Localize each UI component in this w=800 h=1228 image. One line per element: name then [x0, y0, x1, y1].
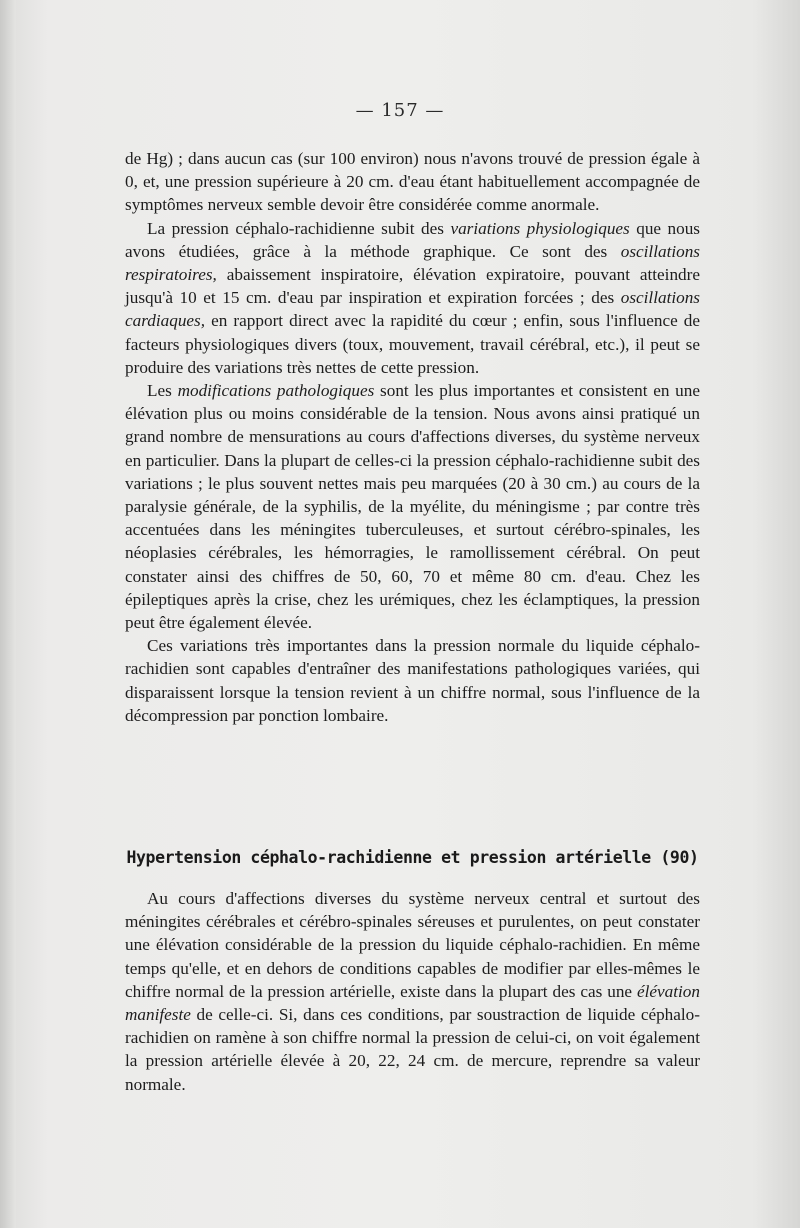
emphasis-oscillations-cardiaques: oscillations cardiaques,: [125, 288, 700, 331]
paragraph-4: Ces variations très importantes dans la pression normale du liquide céphalo-rachidien sont capables d'entraîner des manifestations pathologiques variées, qui disparaissent lorsque la tension revient à un chiffre normal, sous l'influence de la décompression par ponction lombaire.: [125, 636, 700, 725]
paragraph-3-text-a: Les: [147, 381, 178, 401]
emphasis-oscillations-respiratoires: oscillations respiratoires,: [125, 241, 700, 285]
paragraph-5-text-a: Au cours d'affections diverses du système nerveux central et surtout des méningites cérébrales et cérébro-spinales séreuses et purulentes, on peut constater une élévation considérable de la pression du liquide céphalo-rachidien. En même temps qu'elle, et en dehors de conditions capables de modifier par elles-mêmes le chiffre normal de la pression artérielle, existe dans la plupart des cas une: [125, 889, 700, 1001]
section-heading: Hypertension céphalo-rachidienne et pression artérielle (90): [126, 848, 699, 867]
emphasis-variations-physiologiques: variations physiologiques: [450, 218, 630, 238]
emphasis-elevation-manifeste: élévation manifeste: [125, 981, 700, 1025]
emphasis-modifications-pathologiques: modifications pathologiques: [177, 381, 375, 401]
page-edge-shadow: [0, 0, 16, 1228]
paragraph-2-text-d: en rapport direct avec la rapidité du cœur ; enfin, sous l'influence de facteurs physiologiques divers (toux, mouvement, travail cérébral, etc.), il peut se produire des variations très nettes de cette pression.: [125, 311, 700, 377]
body-text-lower: [125, 887, 700, 1096]
paragraph-3-text-b: sont les plus importantes et consistent en une élévation plus ou moins considérable de la tension. Nous avons ainsi pratiqué un grand nombre de mensurations au cours d'affections diverses, du système nerveux en particulier. Dans la plupart de celles-ci la pression céphalo-rachidienne subit des variations ; le plus souvent nettes mais peu marquées (20 à 30 cm.) au cours de la paralysie générale, de la syphilis, de la myélite, du méningisme ; par contre très accentuées dans les méningites tuberculeuses, et surtout cérébro-spinales, les néoplasies cérébrales, les hémorragies, le ramollissement cérébral. On peut constater ainsi des chiffres de 50, 60, 70 et même 80 cm. d'eau. Chez les épileptiques après la crise, chez les urémiques, chez les éclamptiques, la pression peut être également élevée.: [125, 381, 700, 633]
body-text-upper: [125, 147, 700, 727]
paragraph-2: [125, 217, 700, 379]
paragraph-5: [125, 887, 700, 1096]
page-number: — 157 —: [355, 100, 445, 121]
paragraph-2-text-c: abaissement inspiratoire, élévation expiratoire, pouvant atteindre jusqu'à 10 et 15 cm. d'eau par inspiration et expiration forcées ; des: [125, 265, 700, 308]
paragraph-2-text-a: La pression céphalo-rachidienne subit des: [147, 218, 451, 238]
paragraph-3: [125, 379, 700, 634]
paragraph-5-text-b: de celle-ci. Si, dans ces conditions, par soustraction de liquide céphalo-rachidien on ramène à son chiffre normal la pression de celui-ci, on voit également la pression artérielle élevée à 20, 22, 24 cm. de mercure, reprendre sa valeur normale.: [125, 1005, 700, 1094]
paragraph-1: de Hg) ; dans aucun cas (sur 100 environ) nous n'avons trouvé de pression égale à 0, et, une pression supérieure à 20 cm. d'eau étant habituellement accompagnée de symptômes nerveux semble devoir être considérée comme anormale.: [125, 149, 700, 215]
paragraph-2-text-b: que nous avons étudiées, grâce à la méthode graphique. Ce sont des: [125, 218, 700, 261]
